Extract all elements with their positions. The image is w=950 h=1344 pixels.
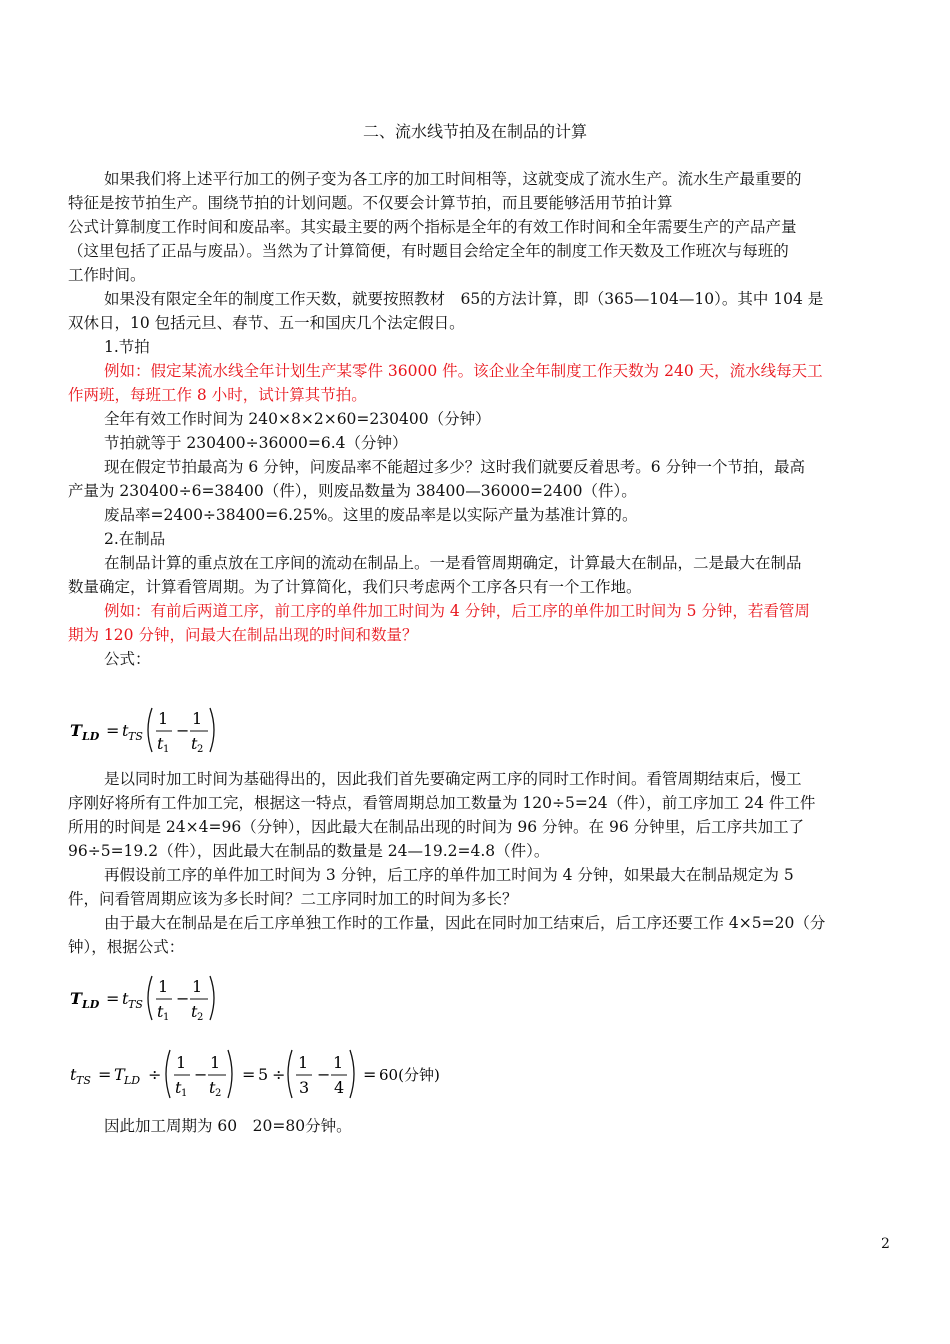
svg-text:1: 1 xyxy=(210,1053,221,1072)
text-line: 双休日，10 包括元旦、春节、五一和国庆几个法定假日。 xyxy=(68,314,465,332)
svg-text:t: t xyxy=(209,1078,216,1097)
text-line: 由于最大在制品是在后工序单独工作时的工作量，因此在同时加工结束后，后工序还要工作 4×5=20（分 xyxy=(104,914,826,932)
svg-text:=: = xyxy=(363,1065,377,1084)
svg-text:1: 1 xyxy=(181,1088,188,1099)
svg-text:=: = xyxy=(106,721,120,740)
svg-text:2: 2 xyxy=(215,1088,222,1099)
example-line: 作两班，每班工作 8 小时，试计算其节拍。 xyxy=(68,386,367,404)
svg-text:=: = xyxy=(98,1065,112,1084)
formula-2 xyxy=(68,968,228,1028)
svg-text:1: 1 xyxy=(176,1053,187,1072)
paragraph-intro xyxy=(68,167,892,671)
text-line: 废品率=2400÷38400=6.25%。这里的废品率是以实际产量为基准计算的。 xyxy=(104,506,638,524)
svg-text:=: = xyxy=(242,1065,256,1084)
svg-text:T: T xyxy=(114,1065,125,1084)
svg-text:−: − xyxy=(176,721,190,740)
svg-text:2: 2 xyxy=(197,744,204,755)
svg-text:t: t xyxy=(157,734,164,753)
svg-text:TS: TS xyxy=(76,1074,91,1087)
text-line: 产量为 230400÷6=38400（件），则废品数量为 38400—36000=2400（件）。 xyxy=(68,482,637,500)
svg-text:1: 1 xyxy=(192,977,203,996)
text-line: 因此加工周期为 60 20=80分钟。 xyxy=(104,1117,352,1135)
text-line: 工作时间。 xyxy=(68,266,146,284)
svg-text:t: t xyxy=(122,989,129,1008)
paragraph-explanation xyxy=(68,767,892,959)
text-line: （这里包括了正品与废品）。当然为了计算简便，有时题目会给定全年的制度工作天数及工作班次与每班的 xyxy=(68,242,789,260)
svg-text:TS: TS xyxy=(128,730,143,743)
svg-text:1: 1 xyxy=(163,744,170,755)
text-line: 全年有效工作时间为 240×8×2×60=230400（分钟） xyxy=(104,410,491,428)
svg-text:−: − xyxy=(317,1065,331,1084)
text-line: 特征是按节拍生产。围绕节拍的计划问题。不仅要会计算节拍，而且要能够活用节拍计算 xyxy=(68,194,673,212)
text-line: 节拍就等于 230400÷36000=6.4（分钟） xyxy=(104,434,408,452)
text-line: 件，问看管周期应该为多长时间？二工序同时加工的时间为多长？ xyxy=(68,890,518,908)
svg-text:1: 1 xyxy=(333,1053,344,1072)
text-line: 再假设前工序的单件加工时间为 3 分钟，后工序的单件加工时间为 4 分钟，如果最大在制品规定为 5 xyxy=(104,866,794,884)
svg-text:60(分钟): 60(分钟) xyxy=(379,1066,440,1084)
subheading-wip: 2.在制品 xyxy=(104,530,166,548)
svg-text:÷: ÷ xyxy=(148,1065,162,1084)
text-line: 序刚好将所有工件加工完，根据这一特点，看管周期总加工数量为 120÷5=24（件），前工序加工 24 件工件 xyxy=(68,794,816,812)
text-line: 如果我们将上述平行加工的例子变为各工序的加工时间相等，这就变成了流水生产。流水生产最重要的 xyxy=(104,170,802,188)
svg-text:−: − xyxy=(176,989,190,1008)
svg-text:1: 1 xyxy=(163,1012,170,1023)
subheading-takt: 1.节拍 xyxy=(104,338,150,356)
text-line: 现在假定节拍最高为 6 分钟，问废品率不能超过多少？这时我们就要反着思考。6 分钟一个节拍，最高 xyxy=(104,458,806,476)
example-line: 期为 120 分钟，问最大在制品出现的时间和数量？ xyxy=(68,626,418,644)
text-line: 是以同时加工时间为基础得出的，因此我们首先要确定两工序的同时工作时间。看管周期结束后，慢工 xyxy=(104,770,802,788)
svg-text:1: 1 xyxy=(158,709,169,728)
svg-text:t: t xyxy=(70,1065,77,1084)
text-line: 公式： xyxy=(104,650,151,668)
svg-text:TS: TS xyxy=(128,998,143,1011)
svg-text:T: T xyxy=(70,989,82,1008)
section-title: 二、流水线节拍及在制品的计算 xyxy=(362,122,587,141)
formula-lhs: T xyxy=(70,721,82,740)
svg-text:t: t xyxy=(157,1002,164,1021)
svg-text:3: 3 xyxy=(299,1078,310,1097)
text-line: 在制品计算的重点放在工序间的流动在制品上。一是看管周期确定，计算最大在制品，二是最大在制品 xyxy=(104,554,802,572)
example-line: 例如：有前后两道工序，前工序的单件加工时间为 4 分钟，后工序的单件加工时间为 5 分钟，若看管周 xyxy=(104,602,810,620)
text-line: 钟），根据公式： xyxy=(68,938,185,956)
svg-text:t: t xyxy=(191,734,198,753)
svg-text:5: 5 xyxy=(258,1065,269,1084)
svg-text:4: 4 xyxy=(334,1078,345,1097)
svg-text:1: 1 xyxy=(158,977,169,996)
formula-1 xyxy=(68,700,228,760)
formula-3 xyxy=(68,1042,440,1104)
svg-text:LD: LD xyxy=(124,1074,141,1087)
text-line: 如果没有限定全年的制度工作天数，就要按照教材 65的方法计算，即（365—104—10）。其中 104 是 xyxy=(104,290,824,308)
page-number: 2 xyxy=(881,1236,890,1252)
svg-text:−: − xyxy=(194,1065,208,1084)
svg-text:1: 1 xyxy=(298,1053,309,1072)
text-line: 公式计算制度工作时间和废品率。其实最主要的两个指标是全年的有效工作时间和全年需要生产的产品产量 xyxy=(68,218,797,236)
text-line: 所用的时间是 24×4=96（分钟），因此最大在制品出现的时间为 96 分钟。在 96 分钟里，后工序共加工了 xyxy=(68,818,805,836)
text-line: 96÷5=19.2（件），因此最大在制品的数量是 24—19.2=4.8（件）。 xyxy=(68,842,550,860)
text-line: 数量确定，计算看管周期。为了计算简化，我们只考虑两个工序各只有一个工作地。 xyxy=(68,578,642,596)
example-line: 例如：假定某流水线全年计划生产某零件 36000 件。该企业全年制度工作天数为 240 天，流水线每天工 xyxy=(104,362,823,380)
svg-text:t: t xyxy=(191,1002,198,1021)
svg-text:LD: LD xyxy=(82,730,100,743)
svg-text:2: 2 xyxy=(197,1012,204,1023)
svg-text:÷: ÷ xyxy=(272,1065,286,1084)
svg-text:1: 1 xyxy=(192,709,203,728)
svg-text:=: = xyxy=(106,989,120,1008)
svg-text:t: t xyxy=(122,721,129,740)
paragraph-conclusion xyxy=(68,1114,892,1138)
svg-text:t: t xyxy=(175,1078,182,1097)
svg-text:LD: LD xyxy=(82,998,100,1011)
